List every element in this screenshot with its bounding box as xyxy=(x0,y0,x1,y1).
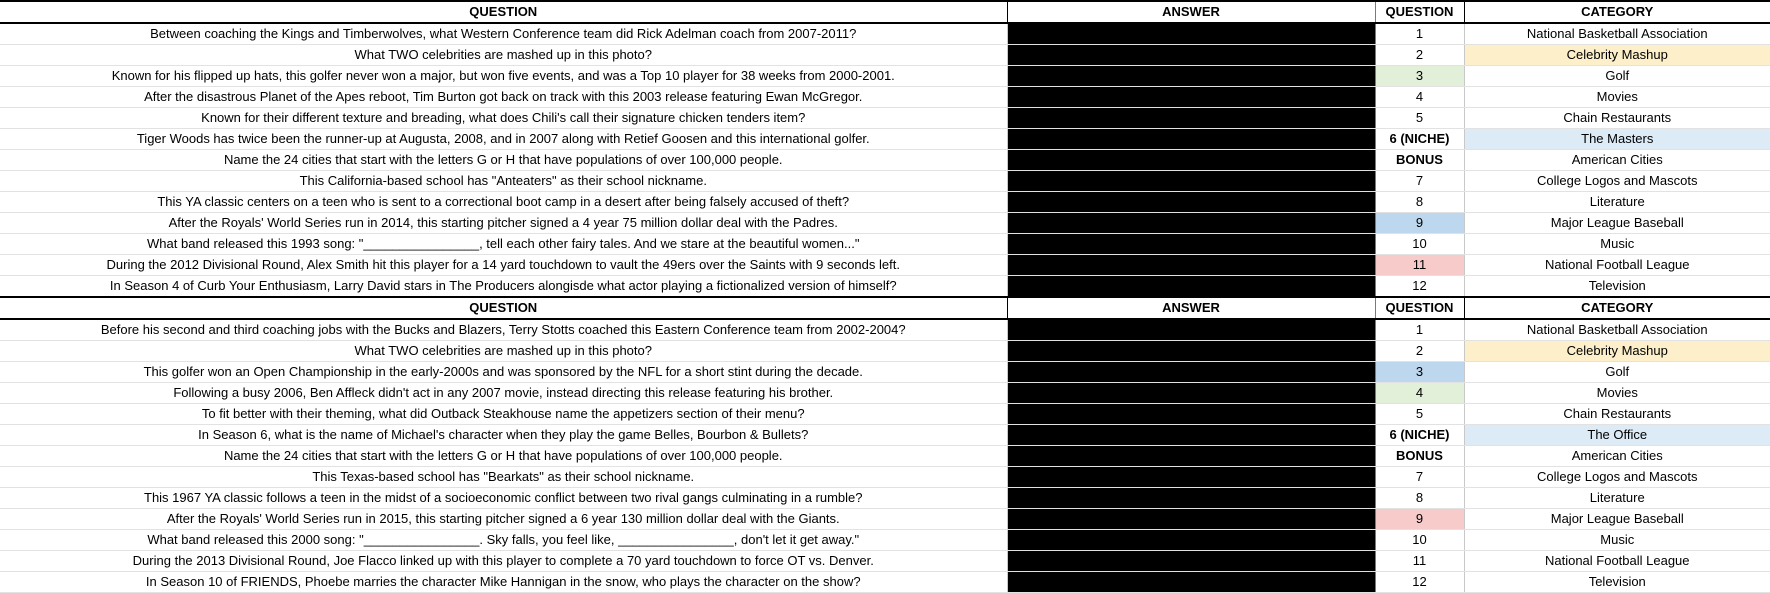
answer-cell-hidden[interactable] xyxy=(1007,446,1375,467)
category-cell[interactable]: American Cities xyxy=(1464,150,1770,171)
question-cell[interactable]: Before his second and third coaching jobs with the Bucks and Blazers, Terry Stotts coached this Eastern Conference team from 2002-2004? xyxy=(0,319,1007,341)
answer-cell-hidden[interactable] xyxy=(1007,87,1375,108)
table-row xyxy=(0,87,1770,108)
category-cell[interactable]: Celebrity Mashup xyxy=(1464,341,1770,362)
category-cell[interactable]: Major League Baseball xyxy=(1464,213,1770,234)
category-cell[interactable]: Chain Restaurants xyxy=(1464,108,1770,129)
table-row xyxy=(0,213,1770,234)
question-cell[interactable]: This Texas-based school has "Bearkats" as their school nickname. xyxy=(0,467,1007,488)
category-cell[interactable]: Television xyxy=(1464,572,1770,593)
question-number-cell[interactable]: 10 xyxy=(1375,530,1464,551)
question-number-cell[interactable]: 1 xyxy=(1375,319,1464,341)
category-cell[interactable]: National Basketball Association xyxy=(1464,319,1770,341)
answer-cell-hidden[interactable] xyxy=(1007,530,1375,551)
question-number-cell[interactable]: 4 xyxy=(1375,87,1464,108)
question-number-cell[interactable]: 9 xyxy=(1375,213,1464,234)
question-cell[interactable]: What TWO celebrities are mashed up in this photo? xyxy=(0,341,1007,362)
question-cell[interactable]: In Season 4 of Curb Your Enthusiasm, Larry David stars in The Producers alongisde what actor playing a fictionalized version of himself? xyxy=(0,276,1007,298)
question-cell[interactable]: This golfer won an Open Championship in the early-2000s and was sponsored by the NFL for a short stint during the decade. xyxy=(0,362,1007,383)
question-cell[interactable]: What TWO celebrities are mashed up in this photo? xyxy=(0,45,1007,66)
answer-cell-hidden[interactable] xyxy=(1007,383,1375,404)
table-row xyxy=(0,425,1770,446)
question-cell[interactable]: What band released this 2000 song: "________________. Sky falls, you feel like, ________________, don't let it get away." xyxy=(0,530,1007,551)
category-cell[interactable]: Music xyxy=(1464,530,1770,551)
category-cell[interactable]: Movies xyxy=(1464,383,1770,404)
question-number-cell[interactable]: 6 (NICHE) xyxy=(1375,425,1464,446)
category-cell[interactable]: National Football League xyxy=(1464,255,1770,276)
question-number-cell[interactable]: 9 xyxy=(1375,509,1464,530)
question-cell[interactable]: During the 2013 Divisional Round, Joe Flacco linked up with this player to complete a 70 yard touchdown to force OT vs. Denver. xyxy=(0,551,1007,572)
question-cell[interactable]: This California-based school has "Anteaters" as their school nickname. xyxy=(0,171,1007,192)
answer-cell-hidden[interactable] xyxy=(1007,404,1375,425)
table-row xyxy=(0,319,1770,341)
answer-cell-hidden[interactable] xyxy=(1007,551,1375,572)
question-cell[interactable]: Name the 24 cities that start with the letters G or H that have populations of over 100,000 people. xyxy=(0,150,1007,171)
category-cell[interactable]: Television xyxy=(1464,276,1770,298)
answer-cell-hidden[interactable] xyxy=(1007,362,1375,383)
table-row xyxy=(0,192,1770,213)
category-cell[interactable]: American Cities xyxy=(1464,446,1770,467)
header-answer[interactable]: ANSWER xyxy=(1007,1,1375,23)
header-number[interactable]: QUESTION xyxy=(1375,297,1464,319)
question-cell[interactable]: During the 2012 Divisional Round, Alex Smith hit this player for a 14 yard touchdown to vault the 49ers over the Saints with 9 seconds left. xyxy=(0,255,1007,276)
category-cell[interactable]: National Basketball Association xyxy=(1464,23,1770,45)
question-cell[interactable]: This YA classic centers on a teen who is sent to a correctional boot camp in a desert after being falsely accused of theft? xyxy=(0,192,1007,213)
category-cell[interactable]: The Office xyxy=(1464,425,1770,446)
answer-cell-hidden[interactable] xyxy=(1007,171,1375,192)
table-row xyxy=(0,108,1770,129)
table-row xyxy=(0,404,1770,425)
question-cell[interactable]: After the Royals' World Series run in 2015, this starting pitcher signed a 6 year 130 million dollar deal with the Giants. xyxy=(0,509,1007,530)
category-cell[interactable]: National Football League xyxy=(1464,551,1770,572)
question-number-cell[interactable]: BONUS xyxy=(1375,446,1464,467)
question-cell[interactable]: Following a busy 2006, Ben Affleck didn't act in any 2007 movie, instead directing this release featuring his brother. xyxy=(0,383,1007,404)
header-row xyxy=(0,1,1770,23)
answer-cell-hidden[interactable] xyxy=(1007,192,1375,213)
header-category[interactable]: CATEGORY xyxy=(1464,1,1770,23)
header-number[interactable]: QUESTION xyxy=(1375,1,1464,23)
category-cell[interactable]: Literature xyxy=(1464,488,1770,509)
answer-cell-hidden[interactable] xyxy=(1007,234,1375,255)
question-cell[interactable]: In Season 6, what is the name of Michael's character when they play the game Belles, Bourbon & Bullets? xyxy=(0,425,1007,446)
category-cell[interactable]: Movies xyxy=(1464,87,1770,108)
question-cell[interactable]: Between coaching the Kings and Timberwolves, what Western Conference team did Rick Adelman coach from 2007-2011? xyxy=(0,23,1007,45)
question-number-cell[interactable]: 4 xyxy=(1375,383,1464,404)
table-row xyxy=(0,276,1770,298)
answer-cell-hidden[interactable] xyxy=(1007,23,1375,45)
answer-cell-hidden[interactable] xyxy=(1007,108,1375,129)
category-cell[interactable]: Golf xyxy=(1464,362,1770,383)
question-number-cell[interactable]: 11 xyxy=(1375,255,1464,276)
table-row xyxy=(0,171,1770,192)
answer-cell-hidden[interactable] xyxy=(1007,425,1375,446)
question-number-cell[interactable]: 3 xyxy=(1375,66,1464,87)
answer-cell-hidden[interactable] xyxy=(1007,276,1375,298)
table-row xyxy=(0,129,1770,150)
answer-cell-hidden[interactable] xyxy=(1007,45,1375,66)
category-cell[interactable]: Major League Baseball xyxy=(1464,509,1770,530)
answer-cell-hidden[interactable] xyxy=(1007,467,1375,488)
question-number-cell[interactable]: 5 xyxy=(1375,108,1464,129)
question-number-cell[interactable]: 8 xyxy=(1375,488,1464,509)
category-cell[interactable]: Celebrity Mashup xyxy=(1464,45,1770,66)
answer-cell-hidden[interactable] xyxy=(1007,255,1375,276)
question-number-cell[interactable]: 11 xyxy=(1375,551,1464,572)
table-row xyxy=(0,23,1770,45)
table-row xyxy=(0,234,1770,255)
category-cell[interactable]: Golf xyxy=(1464,66,1770,87)
category-cell[interactable]: Music xyxy=(1464,234,1770,255)
table-row xyxy=(0,383,1770,404)
question-cell[interactable]: This 1967 YA classic follows a teen in the midst of a socioeconomic conflict between two rival gangs culminating in a rumble? xyxy=(0,488,1007,509)
category-cell[interactable]: College Logos and Mascots xyxy=(1464,467,1770,488)
question-number-cell[interactable]: 12 xyxy=(1375,276,1464,298)
question-number-cell[interactable]: 6 (NICHE) xyxy=(1375,129,1464,150)
question-number-cell[interactable]: 5 xyxy=(1375,404,1464,425)
table-row xyxy=(0,551,1770,572)
table-row xyxy=(0,530,1770,551)
table-row xyxy=(0,488,1770,509)
table-row xyxy=(0,255,1770,276)
answer-cell-hidden[interactable] xyxy=(1007,509,1375,530)
answer-cell-hidden[interactable] xyxy=(1007,66,1375,87)
question-cell[interactable]: Tiger Woods has twice been the runner-up at Augusta, 2008, and in 2007 along with Retief Goosen and this international golfer. xyxy=(0,129,1007,150)
category-cell[interactable]: College Logos and Mascots xyxy=(1464,171,1770,192)
answer-cell-hidden[interactable] xyxy=(1007,488,1375,509)
table-row xyxy=(0,45,1770,66)
table-row xyxy=(0,467,1770,488)
question-number-cell[interactable]: 8 xyxy=(1375,192,1464,213)
question-number-cell[interactable]: 7 xyxy=(1375,171,1464,192)
header-row xyxy=(0,297,1770,319)
table-row xyxy=(0,341,1770,362)
question-cell[interactable]: After the disastrous Planet of the Apes reboot, Tim Burton got back on track with this 2003 release featuring Ewan McGregor. xyxy=(0,87,1007,108)
question-cell[interactable]: What band released this 1993 song: "________________, tell each other fairy tales. And we stare at the beautiful women..." xyxy=(0,234,1007,255)
question-cell[interactable]: To fit better with their theming, what did Outback Steakhouse name the appetizers section of their menu? xyxy=(0,404,1007,425)
question-cell[interactable]: Name the 24 cities that start with the letters G or H that have populations of over 100,000 people. xyxy=(0,446,1007,467)
question-number-cell[interactable]: BONUS xyxy=(1375,150,1464,171)
category-cell[interactable]: Literature xyxy=(1464,192,1770,213)
question-number-cell[interactable]: 2 xyxy=(1375,341,1464,362)
table-row xyxy=(0,572,1770,593)
question-cell[interactable]: After the Royals' World Series run in 2014, this starting pitcher signed a 4 year 75 million dollar deal with the Padres. xyxy=(0,213,1007,234)
question-number-cell[interactable]: 1 xyxy=(1375,23,1464,45)
answer-cell-hidden[interactable] xyxy=(1007,572,1375,593)
answer-cell-hidden[interactable] xyxy=(1007,319,1375,341)
question-cell[interactable]: Known for their different texture and breading, what does Chili's call their signature chicken tenders item? xyxy=(0,108,1007,129)
table-row xyxy=(0,509,1770,530)
question-cell[interactable]: Known for his flipped up hats, this golfer never won a major, but won five events, and was a Top 10 player for 38 weeks from 2000-2001. xyxy=(0,66,1007,87)
table-row xyxy=(0,446,1770,467)
category-cell[interactable]: Chain Restaurants xyxy=(1464,404,1770,425)
header-answer[interactable]: ANSWER xyxy=(1007,297,1375,319)
question-number-cell[interactable]: 2 xyxy=(1375,45,1464,66)
answer-cell-hidden[interactable] xyxy=(1007,341,1375,362)
answer-cell-hidden[interactable] xyxy=(1007,150,1375,171)
table-row xyxy=(0,150,1770,171)
question-cell[interactable]: In Season 10 of FRIENDS, Phoebe marries the character Mike Hannigan in the snow, who plays the character on the show? xyxy=(0,572,1007,593)
question-number-cell[interactable]: 7 xyxy=(1375,467,1464,488)
table-row xyxy=(0,362,1770,383)
category-cell[interactable]: The Masters xyxy=(1464,129,1770,150)
header-category[interactable]: CATEGORY xyxy=(1464,297,1770,319)
question-number-cell[interactable]: 12 xyxy=(1375,572,1464,593)
answer-cell-hidden[interactable] xyxy=(1007,129,1375,150)
answer-cell-hidden[interactable] xyxy=(1007,213,1375,234)
table-row xyxy=(0,66,1770,87)
question-number-cell[interactable]: 10 xyxy=(1375,234,1464,255)
header-question[interactable]: QUESTION xyxy=(0,1,1007,23)
question-number-cell[interactable]: 3 xyxy=(1375,362,1464,383)
header-question[interactable]: QUESTION xyxy=(0,297,1007,319)
